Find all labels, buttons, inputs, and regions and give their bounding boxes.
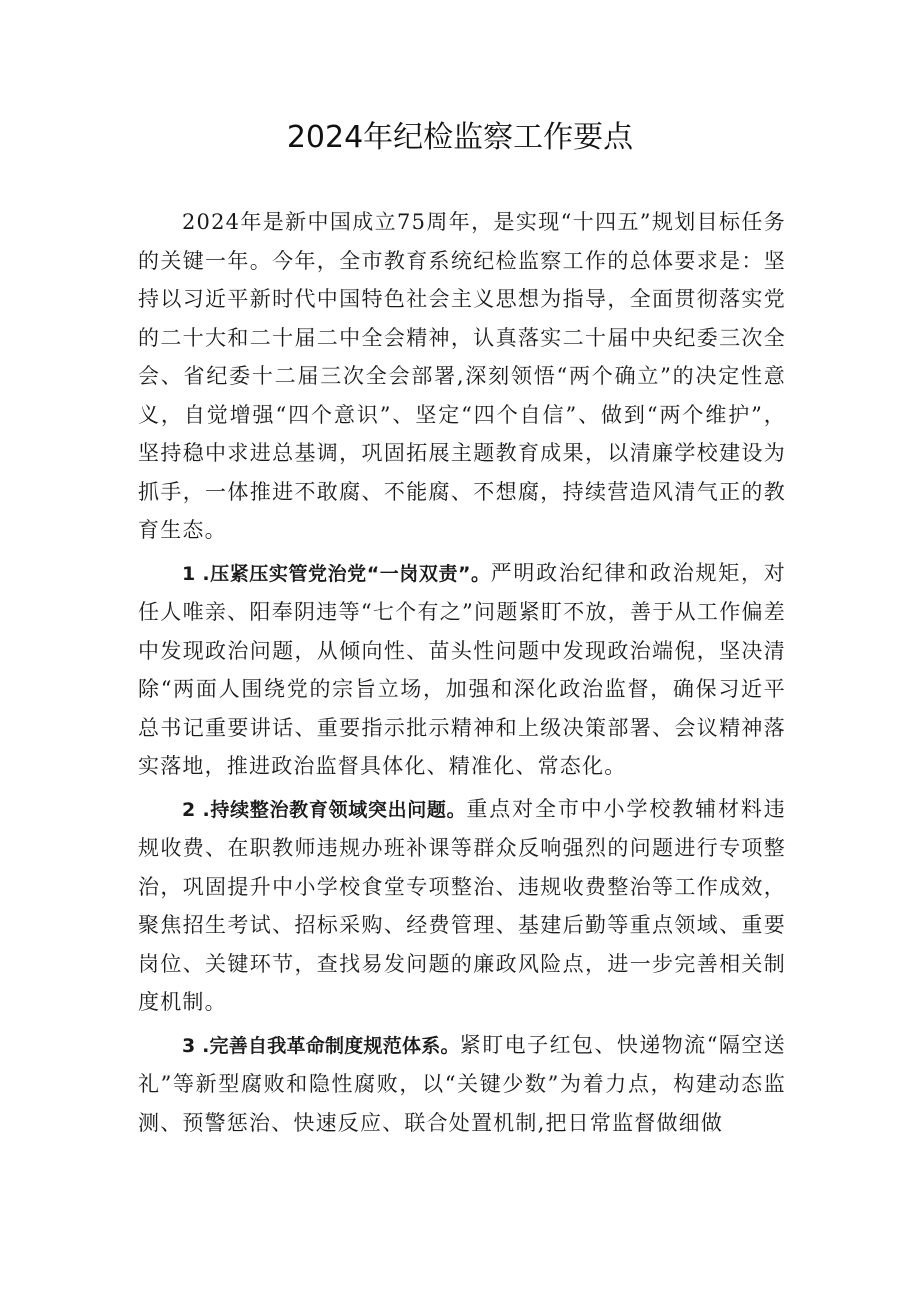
item-paragraph-2 [138, 790, 786, 1022]
document-title: 2024年纪检监察工作要点 [286, 120, 634, 155]
item-text-3: 紧盯电子红包、快递物流“隔空送礼”等新型腐败和隐性腐败，以“关键少数”为着力点，构建动态监测、预警惩治、快速反应、联合处置机制,把日常监督做细做 [138, 1032, 786, 1135]
item-text-1: 严明政治纪律和政治规矩，对任人唯亲、阳奉阴违等“七个有之”问题紧盯不放，善于从工作偏差中发现政治问题，从倾向性、苗头性问题中发现政治端倪，坚决清除“两面人围绕党的宗旨立场，加强和深化政治监督，确保习近平总书记重要讲话、重要指示批示精神和上级决策部署、会议精神落实落地，推进政治监督具体化、精准化、常态化。 [138, 560, 786, 778]
item-heading-2: 2 .持续整治教育领域突出问题。 [182, 798, 467, 821]
document-body [138, 203, 786, 1142]
item-paragraph-3 [138, 1026, 786, 1143]
item-text-2: 重点对全市中小学校教辅材料违规收费、在职教师违规办班补课等群众反响强烈的问题进行专项整治，巩固提升中小学校食堂专项整治、违规收费整治等工作成效，聚焦招生考试、招标采购、经费管理、基建后勤等重点领域、重要岗位、关键环节，查找易发问题的廉政风险点，进一步完善相关制度机制。 [138, 796, 786, 1014]
item-heading-3: 3 .完善自我革命制度规范体系。 [182, 1034, 460, 1057]
item-paragraph-1 [138, 554, 786, 786]
intro-paragraph: 2024年是新中国成立75周年，是实现“十四五”规划目标任务的关键一年。今年，全市教育系统纪检监察工作的总体要求是：坚持以习近平新时代中国特色社会主义思想为指导，全面贯彻落实党的二十大和二十届二中全会精神，认真落实二十届中央纪委三次全会、省纪委十二届三次全会部署,深刻领悟“两个确立”的决定性意义，自觉增强“四个意识”、坚定“四个自信”、做到“两个维护”，坚持稳中求进总基调，巩固拓展主题教育成果，以清廉学校建设为抓手，一体推进不敢腐、不能腐、不想腐，持续营造风清气正的教育生态。 [138, 210, 786, 542]
item-heading-1: 1 .压紧压实管党治党“一岗双责”。 [182, 562, 491, 585]
